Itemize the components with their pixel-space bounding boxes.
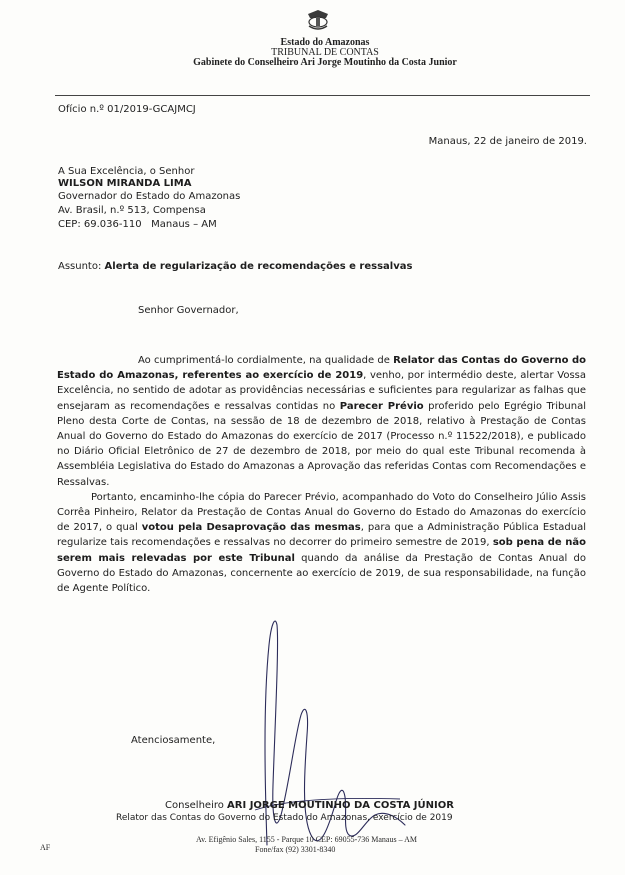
subject-line	[58, 261, 412, 273]
greeting: Senhor Governador,	[138, 305, 239, 316]
addressee-cep: CEP: 69.036-110	[58, 219, 142, 230]
footer-phone: Fone/fax (92) 3301-8340	[255, 845, 336, 854]
handwritten-signature	[225, 585, 425, 875]
signature-role: Relator das Contas do Governo do Estado do Amazonas, exercício de 2019	[116, 813, 453, 823]
header-court: TRIBUNAL DE CONTAS	[271, 47, 379, 58]
header-state: Estado do Amazonas	[280, 37, 370, 48]
footer-initials: AF	[40, 843, 51, 852]
signature-name: ARI JORGE MOUTINHO DA COSTA JÚNIOR	[227, 800, 454, 811]
signature-prefix: Conselheiro	[165, 800, 228, 811]
addressee-salutation: A Sua Excelência, o Senhor	[58, 166, 195, 177]
addressee-name: WILSON MIRANDA LIMA	[58, 178, 192, 189]
addressee-title: Governador do Estado do Amazonas	[58, 191, 241, 202]
addressee-cep-city	[58, 219, 217, 231]
addressee-city: Manaus – AM	[151, 219, 217, 230]
paragraph-1-bold-1: Relator das Contas do Governo do Estado do Amazonas, referentes ao exercício de 2019	[57, 355, 587, 382]
paragraph-1-text-3: proferido pelo Egrégio Tribunal Pleno desta Corte de Contas, na sessão de 18 de dezembro de 2018, relativo à Prestação de Contas Anual do Governo do Estado do Amazonas do exercício de 2017 (Processo n.º 11522/2018), e publicado no Diário Oficial Eletrônico de 27 de dezembro de 2018, por meio do qual este Tribunal recomenda à Assembléia Legislativa do Estado do Amazonas a Aprovação das referidas Contas com Recomendações e Ressalvas.	[57, 400, 586, 488]
header-office: Gabinete do Conselheiro Ari Jorge Moutinho da Costa Junior	[193, 57, 457, 68]
closing: Atenciosamente,	[131, 735, 216, 746]
subject-label: Assunto:	[58, 261, 102, 272]
paragraph-2-text-3: quando da análise da Prestação de Contas Anual do Governo do Estado do Amazonas, concernente ao exercício de 2019, de sua responsabilidade, na função de Agente Político.	[57, 552, 586, 595]
paragraph-1-text-2: , venho, por intermédio deste, alertar Vossa Excelência, no sentido de adotar as providências necessárias e suficientes para regularizar as falhas que ensejaram as recomendações e ressalvas contidas no	[57, 370, 586, 412]
subject-text: Alerta de regularização de recomendações e ressalvas	[104, 261, 413, 272]
paragraph-2-bold-2: sob pena de não serem mais relevadas por este Tribunal	[57, 537, 586, 564]
addressee-address: Av. Brasil, n.º 513, Compensa	[58, 205, 206, 216]
paragraph-2-text-2: , para que a Administração Pública Estadual regularize tais recomendações e ressalvas no decorrer do primeiro semestre de 2019,	[57, 522, 586, 549]
footer-address: Av. Efigênio Sales, 1155 - Parque 10 CEP: 69055-736 Manaus – AM	[196, 835, 418, 844]
paragraph-2-bold-1: votou pela Desaprovação das mesmas	[141, 522, 361, 534]
paragraph-1	[57, 353, 586, 490]
header-divider	[55, 95, 590, 96]
paragraph-1-bold-2: Parecer Prévio	[339, 400, 424, 412]
paragraph-2	[57, 490, 586, 596]
date-place: Manaus, 22 de janeiro de 2019.	[428, 136, 587, 147]
letter-body	[57, 353, 586, 596]
coat-of-arms-icon	[304, 8, 332, 34]
paragraph-1-text-1: Ao cumprimentá-lo cordialmente, na qualidade de	[138, 355, 394, 366]
signature-line	[165, 800, 454, 812]
oficio-number: Ofício n.º 01/2019-GCAJMCJ	[58, 104, 196, 115]
paragraph-2-text-1: Portanto, encaminho-lhe cópia do Parecer Prévio, acompanhado do Voto do Conselheiro Júlio Assis Corrêa Pinheiro, Relator da Prestação de Contas Anual do Governo do Estado do Amazonas do exercício de 2017, o qual	[57, 491, 586, 534]
